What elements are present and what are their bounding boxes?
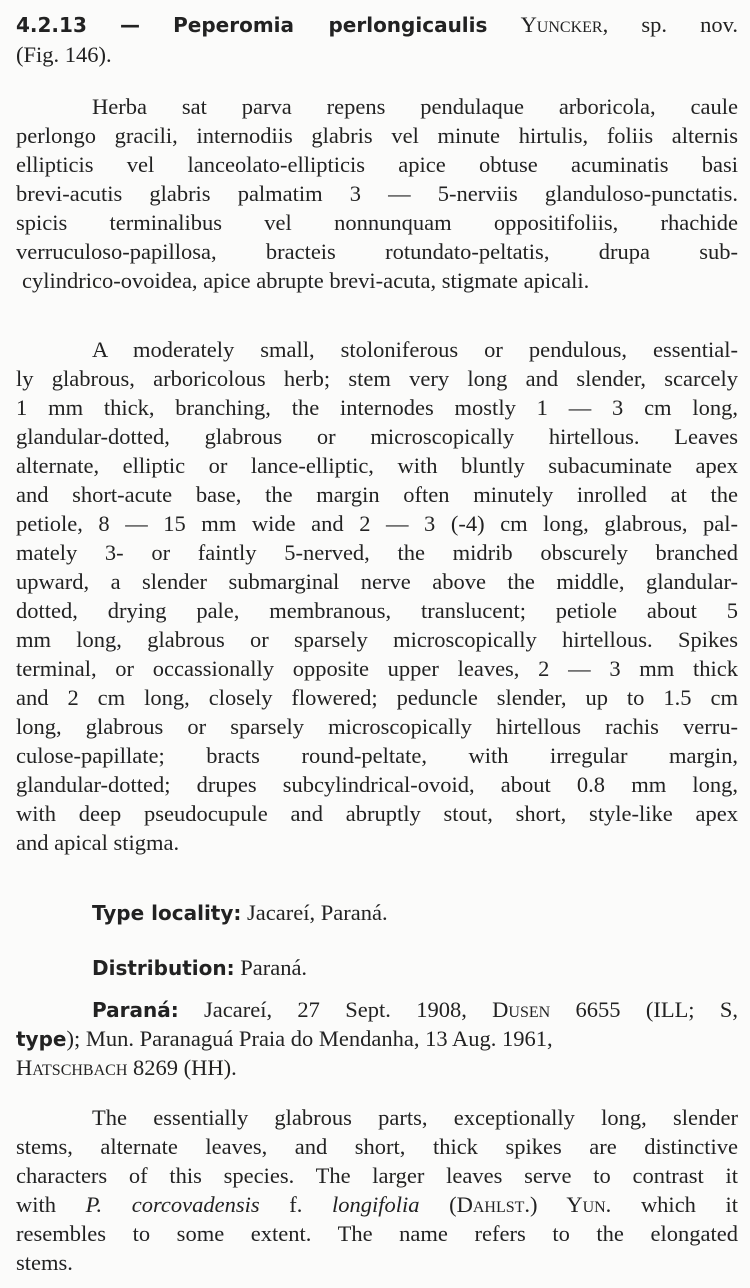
type-designation: type [16, 1027, 67, 1051]
description-line: upward, a slender submarginal nerve above the middle, glandular- [16, 569, 738, 594]
section-number: 4.2.13 [16, 13, 87, 37]
figure-reference: (Fig. 146). [16, 42, 112, 67]
description-line: 1 mm thick, branching, the internodes mostly 1 — 3 cm long, [16, 395, 738, 420]
specimen-line [92, 995, 738, 1025]
collector-name: Dusen [492, 997, 551, 1022]
collector-name: Hatschbach [16, 1055, 128, 1080]
latin-line: verruculoso-papillosa, bracteis rotundato-peltatis, drupa sub- [16, 239, 738, 264]
description-line: and apical stigma. [16, 830, 180, 855]
description-line: dotted, drying pale, membranous, translucent; petiole about 5 [16, 598, 738, 623]
distribution-value: Paraná. [240, 955, 308, 980]
specimen-text: 8269 (HH). [133, 1055, 237, 1080]
type-locality [92, 898, 738, 928]
specimen-text: Jacareí, 27 Sept. 1908, [204, 997, 467, 1022]
latin-line: brevi-acutis glabris palmatim 3 — 5-nerviis glanduloso-punctatis. [16, 181, 738, 206]
description-line: glandular-dotted; drupes subcylindrical-ovoid, about 0.8 mm long, [16, 772, 738, 797]
latin-line: ellipticis vel lanceolato-ellipticis apice obtuse acuminatis basi [16, 152, 738, 177]
description-line: glandular-dotted, glabrous or microscopically hirtellous. Leaves [16, 424, 738, 449]
specimen-text: 6655 (ILL; S, [575, 997, 739, 1022]
specimen-state: Paraná: [92, 998, 179, 1022]
compared-author: (Dahlst.) Yun. [449, 1192, 612, 1217]
notes-line: The essentially glabrous parts, exceptionally long, slender [92, 1105, 738, 1130]
latin-line: spicis terminalibus vel nonnunquam oppositifoliis, rhachide [16, 210, 738, 235]
distribution [92, 953, 738, 983]
description-line: ly glabrous, arboricolous herb; stem very long and slender, scarcely [16, 366, 738, 391]
species-status: sp. nov. [641, 12, 739, 37]
type-locality-value: Jacareí, Paraná. [247, 900, 388, 925]
description-line: mately 3- or faintly 5-nerved, the midrib obscurely branched [16, 540, 738, 565]
specimen-line [16, 1024, 738, 1054]
description-line: terminal, or occassionally opposite upper leaves, 2 — 3 mm thick [16, 656, 738, 681]
latin-line: Herba sat parva repens pendulaque arboricola, caule [92, 94, 738, 119]
description-line: and 2 cm long, closely flowered; peduncle slender, up to 1.5 cm [16, 685, 738, 710]
description-line: and short-acute base, the margin often minutely inrolled at the [16, 482, 738, 507]
notes-line [16, 1190, 738, 1219]
type-locality-label: Type locality: [92, 901, 242, 925]
description-line: A moderately small, stoloniferous or pendulous, essential- [92, 337, 738, 362]
description-line: long, glabrous or sparsely microscopically hirtellous rachis verru- [16, 714, 738, 739]
notes-text: f. [289, 1192, 303, 1217]
species-heading [16, 10, 738, 40]
description-line: mm long, glabrous or sparsely microscopically hirtellous. Spikes [16, 627, 738, 652]
description-line: with deep pseudocupule and abruptly stout, short, style-like apex [16, 801, 738, 826]
notes-line: resembles to some extent. The name refers to the elongated [16, 1221, 738, 1246]
species-name: Peperomia perlongicaulis [173, 13, 488, 37]
notes-line: stems, alternate leaves, and short, thick spikes are distinctive [16, 1134, 738, 1159]
description-line: petiole, 8 — 15 mm wide and 2 — 3 (-4) cm long, glabrous, pal- [16, 511, 738, 536]
distribution-label: Distribution: [92, 956, 235, 980]
compared-species: P. corcovadensis [85, 1192, 260, 1217]
description-line: alternate, elliptic or lance-elliptic, with bluntly subacuminate apex [16, 453, 738, 478]
specimen-text: ); Mun. Paranaguá Praia do Mendanha, 13 Aug. 1961, [66, 1026, 553, 1051]
latin-line: cylindrico-ovoidea, apice abrupte brevi-acuta, stigmate apicali. [22, 268, 590, 293]
description-line: culose-papillate; bracts round-peltate, with irregular margin, [16, 743, 738, 768]
notes-text: with [16, 1192, 57, 1217]
specimen-line [16, 1053, 738, 1082]
compared-form: longifolia [331, 1192, 420, 1217]
notes-line: characters of this species. The larger leaves serve to contrast it [16, 1163, 738, 1188]
notes-line: stems. [16, 1250, 73, 1275]
latin-line: perlongo gracili, internodiis glabris vel minute hirtulis, foliis alternis [16, 123, 738, 148]
species-author: Yuncker, [520, 12, 609, 37]
notes-text: which it [640, 1192, 739, 1217]
heading-dash: — [119, 13, 140, 37]
